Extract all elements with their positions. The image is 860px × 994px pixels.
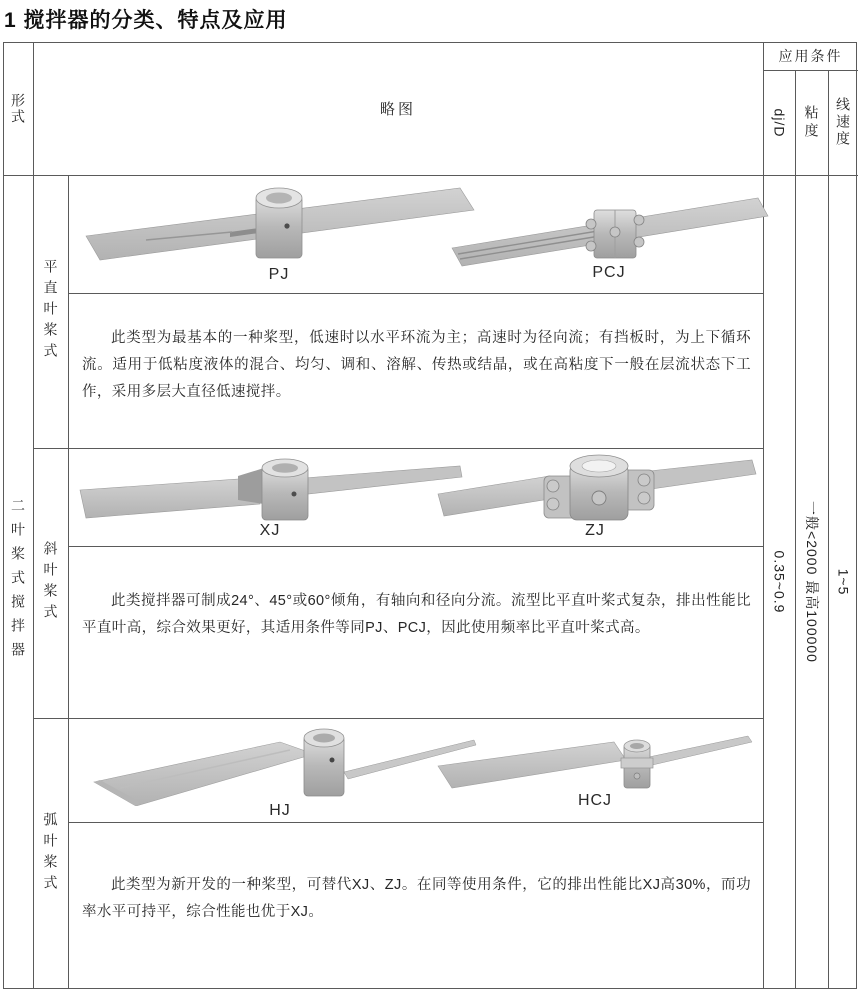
xj-impeller-photo	[72, 456, 468, 526]
model-label: ZJ	[585, 522, 605, 539]
subtype-flat-blade: 平直叶桨式	[42, 259, 59, 364]
header-conditions: 应用条件	[778, 48, 843, 64]
djd-value-cell: 0.35~0.9	[771, 550, 788, 614]
hcj-impeller-photo	[432, 726, 758, 796]
hj-impeller-photo	[82, 722, 478, 806]
hj-photo-group	[82, 722, 478, 820]
description-flat-blade: 此类型为最基本的一种桨型，低速时以水平环流为主；高速时为径向流；有挡板时，为上下循环流。适用于低粘度液体的混合、均匀、调和、溶解、传热或结晶，或在高粘度下一般在层流状态下工作，采用多层大直径低速搅拌。	[82, 330, 751, 400]
model-label: XJ	[259, 522, 281, 539]
subtype-pitched-blade: 斜叶桨式	[42, 541, 59, 625]
page-title: 1 搅拌器的分类、特点及应用	[4, 9, 288, 32]
viscosity-value-cell: 一般<2000 最高100000	[803, 501, 820, 663]
model-label: HCJ	[577, 792, 613, 809]
grid-hline-header-bottom	[3, 175, 858, 176]
header-djd: dj/D	[771, 108, 787, 137]
grid-hline-row2-bottom	[33, 718, 763, 719]
subtype-curved-blade: 弧叶桨式	[42, 811, 59, 896]
hcj-photo-group	[432, 726, 758, 810]
linespeed-value-cell: 1~5	[835, 568, 851, 596]
pcj-impeller-photo	[448, 192, 770, 268]
header-viscosity: 粘度	[803, 104, 820, 141]
description-curved-blade: 此类型为新开发的一种桨型，可替代XJ、ZJ。在同等使用条件，它的排出性能比XJ高30%，而功率水平可持平，综合性能也优于XJ。	[82, 877, 751, 920]
pcj-photo-group	[448, 192, 770, 282]
grid-hline-row1-bottom	[33, 448, 763, 449]
model-label: PJ	[268, 266, 290, 283]
pj-photo-group	[80, 182, 478, 284]
category-cell: 二叶桨式搅拌器	[10, 498, 26, 666]
model-label: PCJ	[592, 264, 626, 281]
zj-impeller-photo	[432, 452, 758, 526]
pj-impeller-photo	[80, 182, 478, 270]
model-label: HJ	[269, 802, 291, 819]
zj-photo-group	[432, 452, 758, 540]
header-form: 形式	[10, 92, 26, 125]
header-sketch: 略图	[379, 101, 416, 118]
xj-photo-group	[72, 456, 468, 540]
header-linespeed: 线速度	[835, 97, 851, 148]
description-pitched-blade: 此类搅拌器可制成24°、45°或60°倾角，有轴向和径向分流。流型比平直叶桨式复杂，排出性能比平直叶高，综合效果更好，其适用条件等同PJ、PCJ，因此使用频率比平直叶桨式高。	[82, 593, 751, 636]
